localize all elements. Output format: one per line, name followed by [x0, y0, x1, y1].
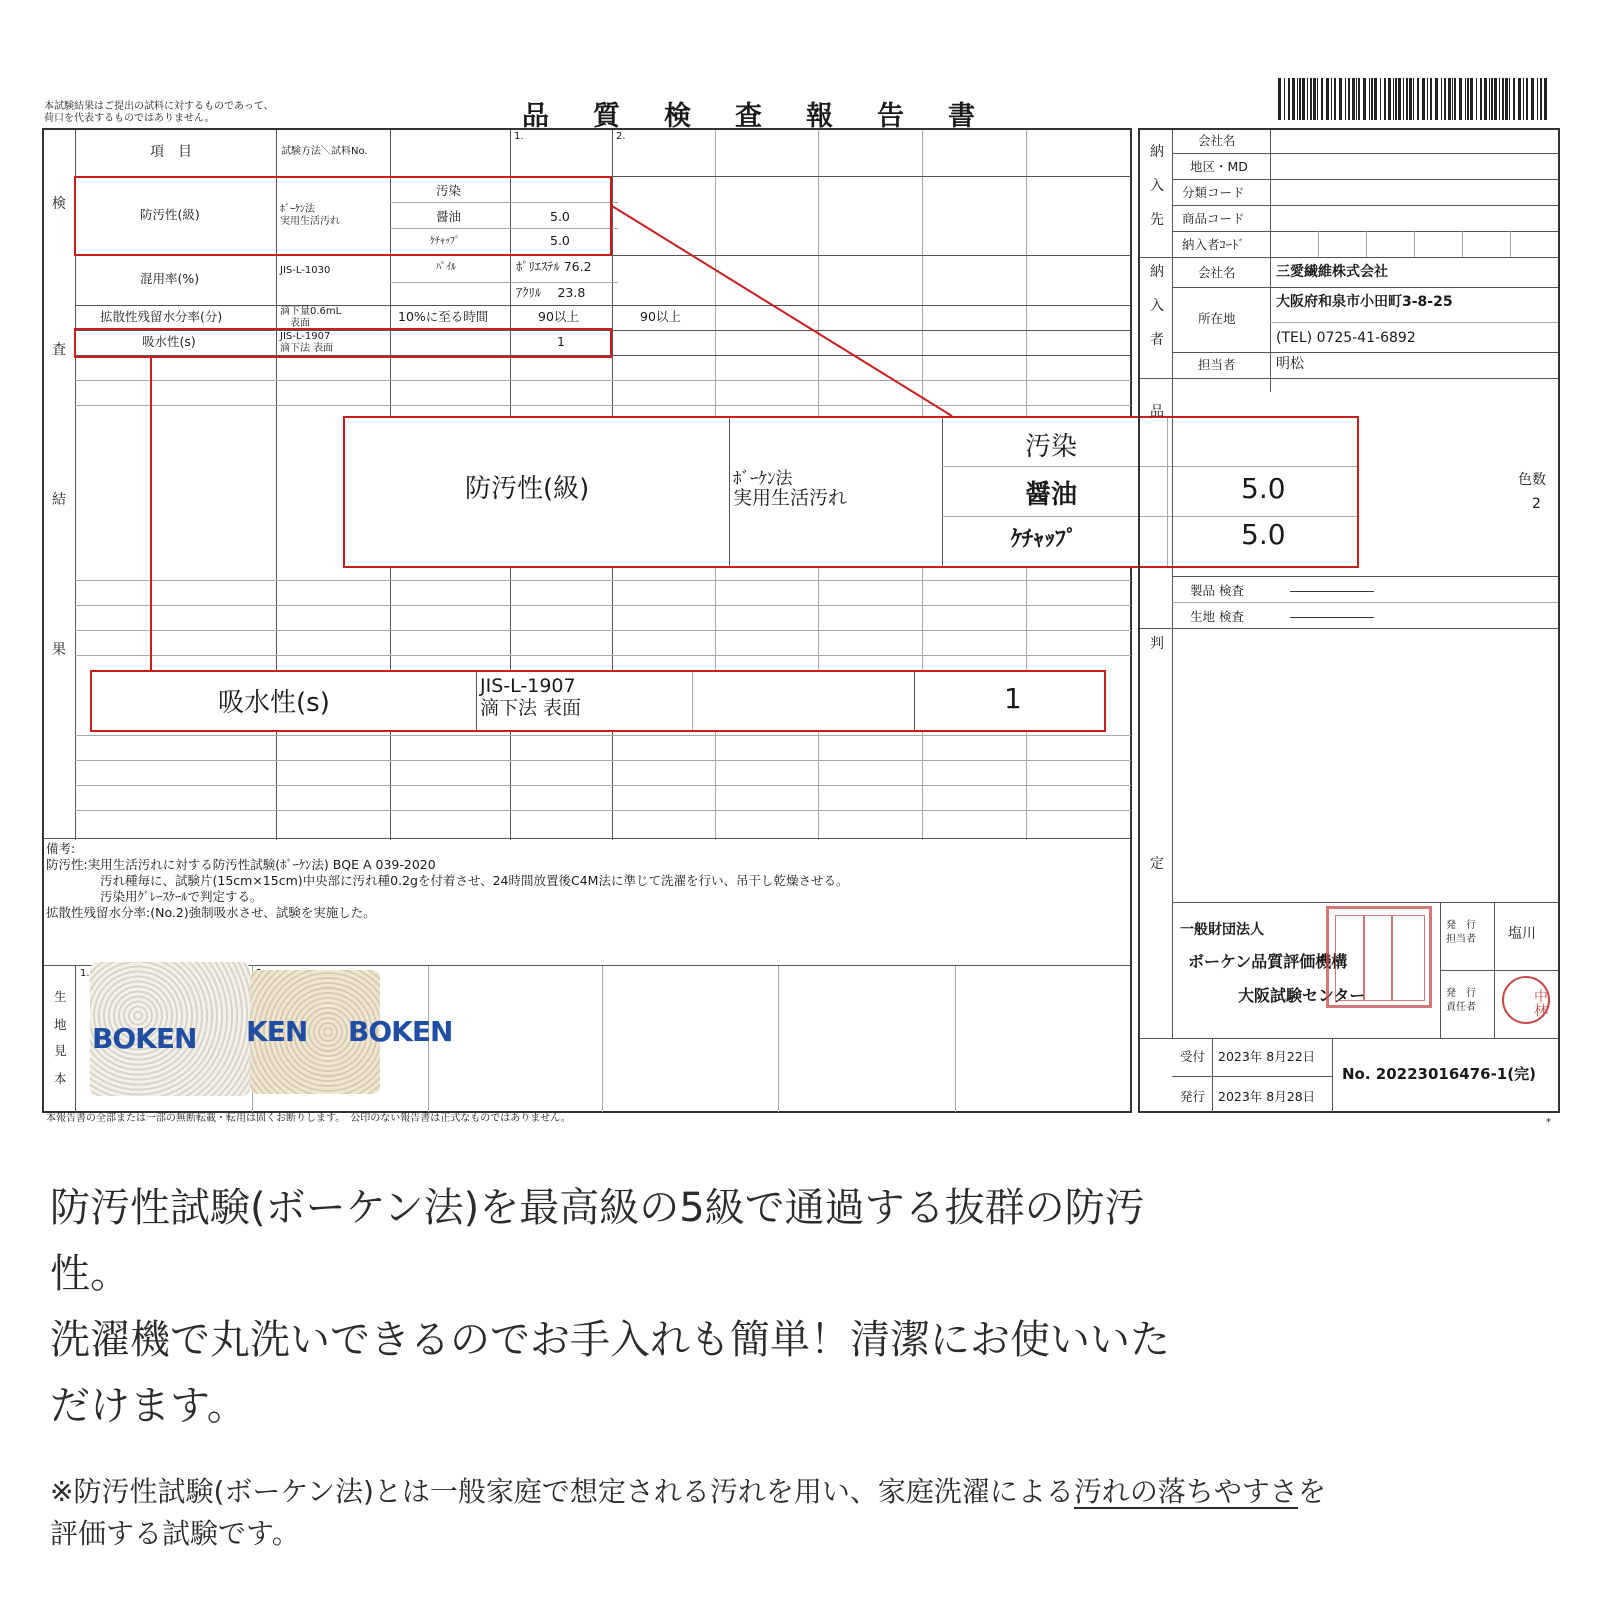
supplier-address-value: 大阪府和泉市小田町3-8-25: [1276, 294, 1453, 310]
samples-side-4: 本: [54, 1071, 67, 1086]
sample-no1: 1.: [80, 968, 90, 979]
diffusion-value1: 90以上: [538, 309, 579, 324]
org-line1: 一般財団法人: [1180, 922, 1264, 938]
org-line2: ボーケン品質評価機構: [1188, 952, 1348, 971]
stain-soy-label: 醤油: [436, 209, 462, 224]
stain-soy-value: 5.0: [550, 209, 570, 224]
delivery-side-2: 入: [1150, 178, 1164, 194]
judge-side-2: 定: [1150, 856, 1164, 872]
personal-seal-icon: 中林: [1502, 976, 1550, 1024]
side-label-ka: 果: [52, 642, 66, 658]
stain-ketchup-label: ｹﾁｬｯﾌﾟ: [430, 236, 460, 247]
side-label-ketsu: 結: [52, 492, 66, 508]
sample-3-brand: BOKEN: [348, 1015, 453, 1048]
product-side: 品: [1150, 404, 1164, 420]
stain-ketchup-value: 5.0: [550, 233, 570, 248]
zoom-stain-label: 防汚性(級): [465, 474, 590, 504]
caption-note-line1: [50, 1472, 1326, 1512]
caption-line2: 性。: [50, 1251, 130, 1297]
resp-label-2: 責任者: [1446, 1002, 1476, 1013]
delivery-field-category: 分類コード: [1182, 185, 1245, 200]
supplier-side-1: 納: [1150, 264, 1164, 280]
diffusion-method-1: 滴下量0.6mL: [280, 306, 342, 317]
col-method-header: 試験方法＼試料No.: [281, 146, 368, 157]
zoom-stain-method-1: ﾎﾞｰｹﾝ法: [733, 469, 793, 489]
remarks-line1: 防汚性:実用生活汚れに対する防汚性試験(ﾎﾞｰｹﾝ法) BQE A 039-2020: [46, 857, 436, 872]
diffusion-label: 拡散性残留水分率(分): [100, 309, 223, 324]
remarks-title: 備考:: [46, 841, 76, 856]
disclaimer-line2: 荷口を代表するものではありません。: [44, 113, 215, 124]
caption-line4: だけます。: [50, 1383, 247, 1429]
supplier-side-2: 入: [1150, 298, 1164, 314]
side-label-sa: 査: [52, 342, 66, 358]
blend-fiber1: ﾎﾟﾘｴｽﾃﾙ 76.2: [516, 259, 592, 274]
blend-label: 混用率(%): [140, 271, 200, 286]
delivery-field-product: 商品コード: [1182, 211, 1245, 226]
caption-note-prefix: ※防汚性試験(ボーケン法)とは一般家庭で想定される汚れを用い、家庭洗濯による: [50, 1475, 1074, 1508]
samples-side-2: 地: [54, 1017, 67, 1032]
color-count-label: 色数: [1518, 472, 1546, 488]
disclaimer-line1: 本試験結果はご提出の試料に対するものであって、: [44, 101, 274, 112]
issued-date: 2023年 8月28日: [1218, 1089, 1316, 1104]
zoom-absorb-value: 1: [1004, 682, 1022, 715]
zoom-ketchup-value: 5.0: [1241, 518, 1286, 551]
col-no1-header: 1.: [514, 131, 524, 142]
zoom-stain-subheader: 汚染: [1025, 432, 1078, 462]
zoom-absorb-label: 吸水性(s): [218, 688, 330, 718]
diffusion-method-2: 表面: [290, 318, 310, 329]
product-inspection-label: 製品 検査: [1190, 583, 1244, 598]
zoom-absorb-method-2: 滴下法 表面: [480, 697, 582, 719]
delivery-side-1: 納: [1150, 144, 1164, 160]
sample-2-brand: KEN: [246, 1015, 308, 1048]
delivery-field-supplier-code: 納入者ｺｰﾄﾞ: [1182, 237, 1245, 252]
supplier-side-3: 者: [1150, 332, 1164, 348]
diffusion-value2: 90以上: [640, 309, 681, 324]
issuer-label-2: 担当者: [1446, 934, 1476, 945]
supplier-address-label: 所在地: [1198, 311, 1236, 326]
caption-note-underlined: 汚れの落ちやすさ: [1073, 1475, 1298, 1508]
blend-fiber2: ｱｸﾘﾙ 23.8: [516, 285, 586, 300]
supplier-tel-value: (TEL) 0725-41-6892: [1276, 330, 1416, 346]
zoom-soy-label: 醤油: [1025, 480, 1078, 510]
caption-line1: 防汚性試験(ボーケン法)を最高級の5級で通過する抜群の防汚: [50, 1185, 1145, 1231]
blend-sub-label: ﾊﾟｲﾙ: [436, 262, 456, 273]
samples-side-1: 生: [54, 989, 67, 1004]
org-line3: 大阪試験センター: [1238, 986, 1366, 1005]
remarks-line4: 拡散性残留水分率:(No.2)強制吸水させ、試験を実施した。: [46, 905, 376, 920]
judge-side-1: 判: [1150, 636, 1164, 652]
side-label-ken: 検: [52, 196, 66, 212]
stain-method-2: 実用生活汚れ: [280, 216, 340, 227]
absorb-value1: 1: [557, 334, 565, 349]
supplier-person-value: 明松: [1276, 356, 1304, 372]
absorb-label: 吸水性(s): [142, 334, 196, 349]
absorb-method-2: 滴下法 表面: [280, 343, 334, 354]
supplier-person-label: 担当者: [1198, 357, 1236, 372]
delivery-side-3: 先: [1150, 212, 1164, 228]
blend-method: JIS-L-1030: [280, 265, 331, 276]
supplier-company-label: 会社名: [1198, 265, 1236, 280]
received-label: 受付: [1180, 1049, 1206, 1064]
company-seal-icon: [1326, 906, 1432, 1008]
delivery-field-district: 地区・MD: [1190, 159, 1248, 174]
remarks-line3: 汚染用ｸﾞﾚｰｽｹｰﾙで判定する。: [100, 889, 263, 904]
supplier-company-value: 三愛繊維株式会社: [1276, 264, 1388, 280]
zoom-stain-method-2: 実用生活汚れ: [733, 487, 848, 509]
stain-method-1: ﾎﾞｰｹﾝ法: [280, 204, 315, 215]
sample-1-brand: BOKEN: [92, 1022, 197, 1055]
caption-line3: 洗濯機で丸洗いできるのでお手入れも簡単！清潔にお使いいた: [50, 1317, 1170, 1363]
footer-notice: 本報告書の全部または一部の無断転載・転用は固くお断りします。 公印のない報告書は正式なものではありません。: [46, 1113, 571, 1124]
stain-label: 防汚性(級): [140, 207, 200, 222]
color-count-value: 2: [1532, 496, 1541, 512]
absorb-method-1: JIS-L-1907: [280, 331, 331, 342]
samples-side-3: 見: [54, 1043, 67, 1058]
footer-asterisk: *: [1546, 1117, 1551, 1128]
fabric-inspection-label: 生地 検査: [1190, 609, 1244, 624]
report-title: 品質検査報告書: [522, 101, 1019, 132]
absorb-zoom-callout: [90, 670, 1106, 732]
caption-note-line2: 評価する試験です。: [50, 1517, 300, 1550]
resp-label-1: 発 行: [1446, 988, 1476, 999]
col-item-header: 項 目: [150, 144, 192, 160]
zoom-soy-value: 5.0: [1241, 472, 1286, 505]
issued-label: 発行: [1180, 1089, 1206, 1104]
diffusion-condition: 10%に至る時間: [398, 309, 489, 324]
received-date: 2023年 8月22日: [1218, 1049, 1316, 1064]
delivery-field-company: 会社名: [1198, 133, 1236, 148]
zoom-ketchup-label: ｹﾁｬｯﾌﾟ: [1011, 527, 1078, 552]
issuer-value: 塩川: [1508, 926, 1536, 942]
stain-subheader: 汚染: [436, 183, 462, 198]
col-no2-header: 2.: [616, 131, 626, 142]
remarks-line2: 汚れ種毎に、試験片(15cm×15cm)中央部に汚れ種0.2gを付着させ、24時間放置後C4M法に準じて洗濯を行い、吊干し乾燥させる。: [100, 873, 849, 888]
issuer-label-1: 発 行: [1446, 920, 1476, 931]
report-number: No. 20223016476-1(完): [1342, 1065, 1536, 1083]
zoom-absorb-method-1: JIS-L-1907: [480, 675, 576, 697]
caption-note-suffix: を: [1297, 1475, 1326, 1508]
